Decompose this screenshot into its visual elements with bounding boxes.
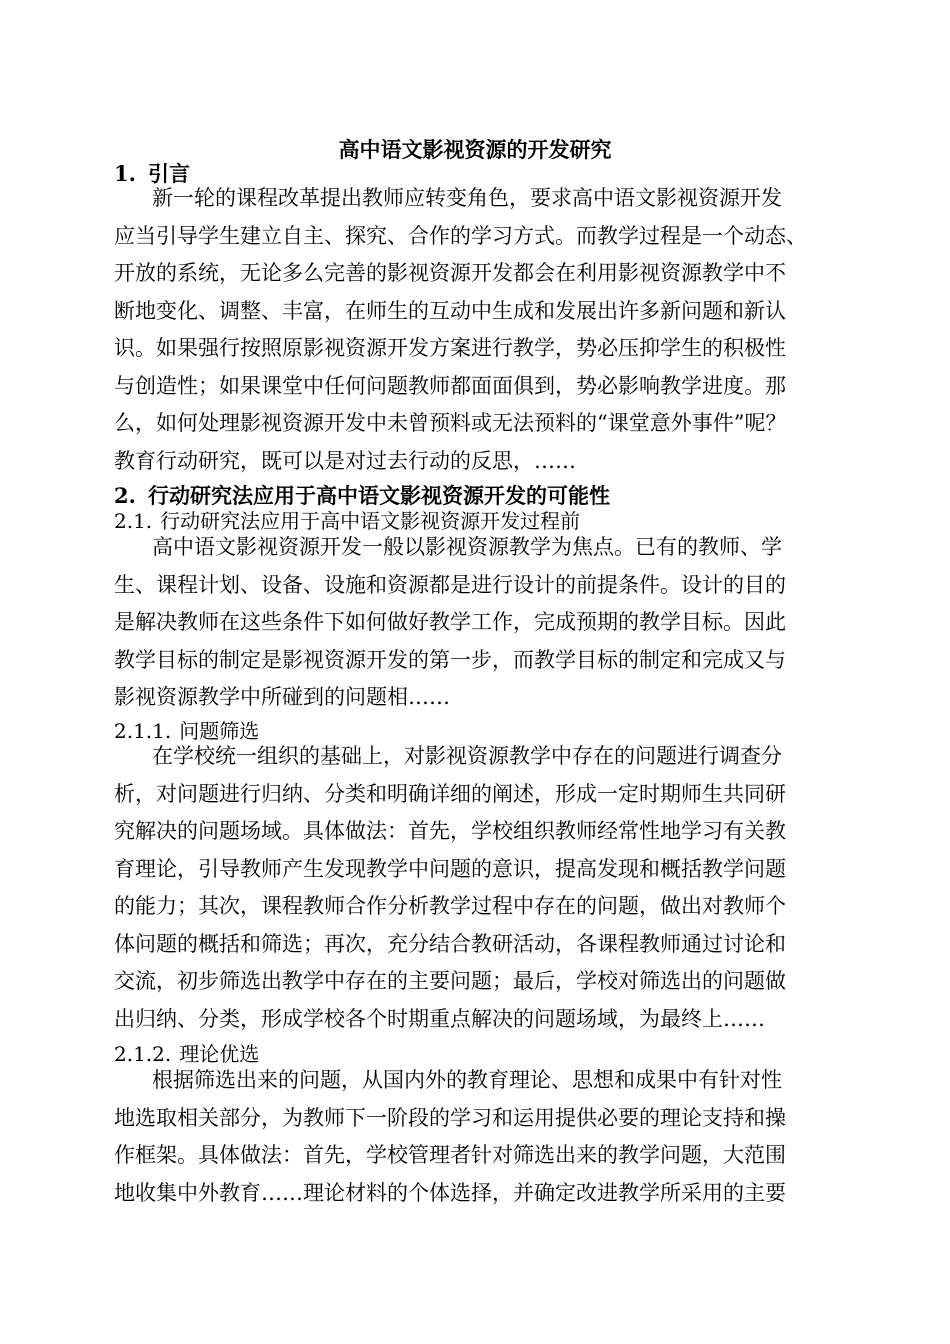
page-title: 高中语文影视资源的开发研究 [338, 137, 612, 162]
paragraph-line: 教学目标的制定是影视资源开发的第一步，而教学目标的制定和完成又与 [114, 647, 786, 672]
paragraph-2-1 [114, 529, 854, 717]
paragraph-line: 开放的系统，无论多么完善的影视资源开发都会在利用影视资源教学中不 [114, 261, 786, 285]
paragraph-line: 是解决教师在这些条件下如何做好教学工作，完成预期的教学目标。因此 [114, 610, 786, 634]
paragraph-line: 影视资源教学中所碰到的问题相…… [114, 685, 450, 709]
paragraph-intro [114, 180, 854, 480]
paragraph-line: 新一轮的课程改革提出教师应转变角色，要求高中语文影视资源开发 [152, 186, 782, 210]
paragraph-line: 在学校统一组织的基础上，对影视资源教学中存在的问题进行调查分 [152, 744, 782, 768]
paragraph-line: 教育行动研究，既可以是对过去行动的反思，…… [114, 448, 576, 473]
paragraph-line: 育理论，引导教师产生发现教学中问题的意识，提高发现和概括教学问题 [114, 856, 786, 881]
paragraph-line: 析，对问题进行归纳、分类和明确详细的阐述，形成一定时期师生共同研 [114, 781, 786, 806]
paragraph-line: 识。如果强行按照原影视资源开发方案进行教学，势必压抑学生的积极性 [114, 336, 786, 360]
paragraph-line: 生、课程计划、设备、设施和资源都是进行设计的前提条件。设计的目的 [114, 572, 786, 597]
paragraph-line: 地选取相关部分，为教师下一阶段的学习和运用提供必要的理论支持和操 [114, 1105, 786, 1130]
paragraph-line: 应当引导学生建立自主、探究、合作的学习方式。而教学过程是一个动态、 [114, 223, 807, 248]
subsection-title: 行动研究法应用于高中语文影视资源开发过程前 [160, 509, 581, 533]
subsection-number: 2.1. [114, 509, 153, 533]
subsection-number: 2.1.1. [114, 719, 172, 743]
paragraph-line: 地收集中外教育……理论材料的个体选择，并确定改进教学所采用的主要 [114, 1180, 786, 1205]
subsection-number: 2.1.2. [114, 1042, 172, 1066]
section-title: 行动研究法应用于高中语文影视资源开发的可能性 [148, 483, 610, 508]
section-title: 引言 [148, 161, 190, 186]
paragraph-line: 作框架。具体做法：首先，学校管理者针对筛选出来的教学问题，大范围 [114, 1143, 786, 1167]
paragraph-line: 究解决的问题场域。具体做法：首先，学校组织教师经常性地学习有关教 [114, 819, 786, 843]
paragraph-2-1-1 [114, 738, 854, 1038]
paragraph-line: 高中语文影视资源开发一般以影视资源教学为焦点。已有的教师、学 [152, 535, 782, 559]
paragraph-line: 断地变化、调整、丰富，在师生的互动中生成和发展出许多新问题和新认 [114, 298, 786, 323]
section-number: 2. [114, 483, 136, 508]
paragraph-line: 么，如何处理影视资源开发中未曾预料或无法预料的“课堂意外事件”呢？ [114, 411, 787, 435]
paragraph-line: 根据筛选出来的问题，从国内外的教育理论、思想和成果中有针对性 [152, 1068, 782, 1092]
paragraph-line: 出归纳、分类，形成学校各个时期重点解决的问题场域，为最终上…… [114, 1006, 765, 1031]
paragraph-line: 与创造性；如果课堂中任何问题教师都面面俱到，势必影响教学进度。那 [114, 373, 786, 398]
paragraph-line: 交流，初步筛选出教学中存在的主要问题；最后，学校对筛选出的问题做 [114, 969, 786, 993]
subsection-title: 问题筛选 [179, 719, 260, 743]
paragraph-line: 体问题的概括和筛选；再次，充分结合教研活动，各课程教师通过讨论和 [114, 931, 786, 956]
section-heading-2 [114, 482, 610, 510]
paragraph-2-1-2 [114, 1062, 854, 1212]
paragraph-line: 的能力；其次，课程教师合作分析教学过程中存在的问题，做出对教师个 [114, 894, 786, 918]
subsection-title: 理论优选 [179, 1042, 260, 1066]
section-number: 1. [114, 161, 136, 186]
